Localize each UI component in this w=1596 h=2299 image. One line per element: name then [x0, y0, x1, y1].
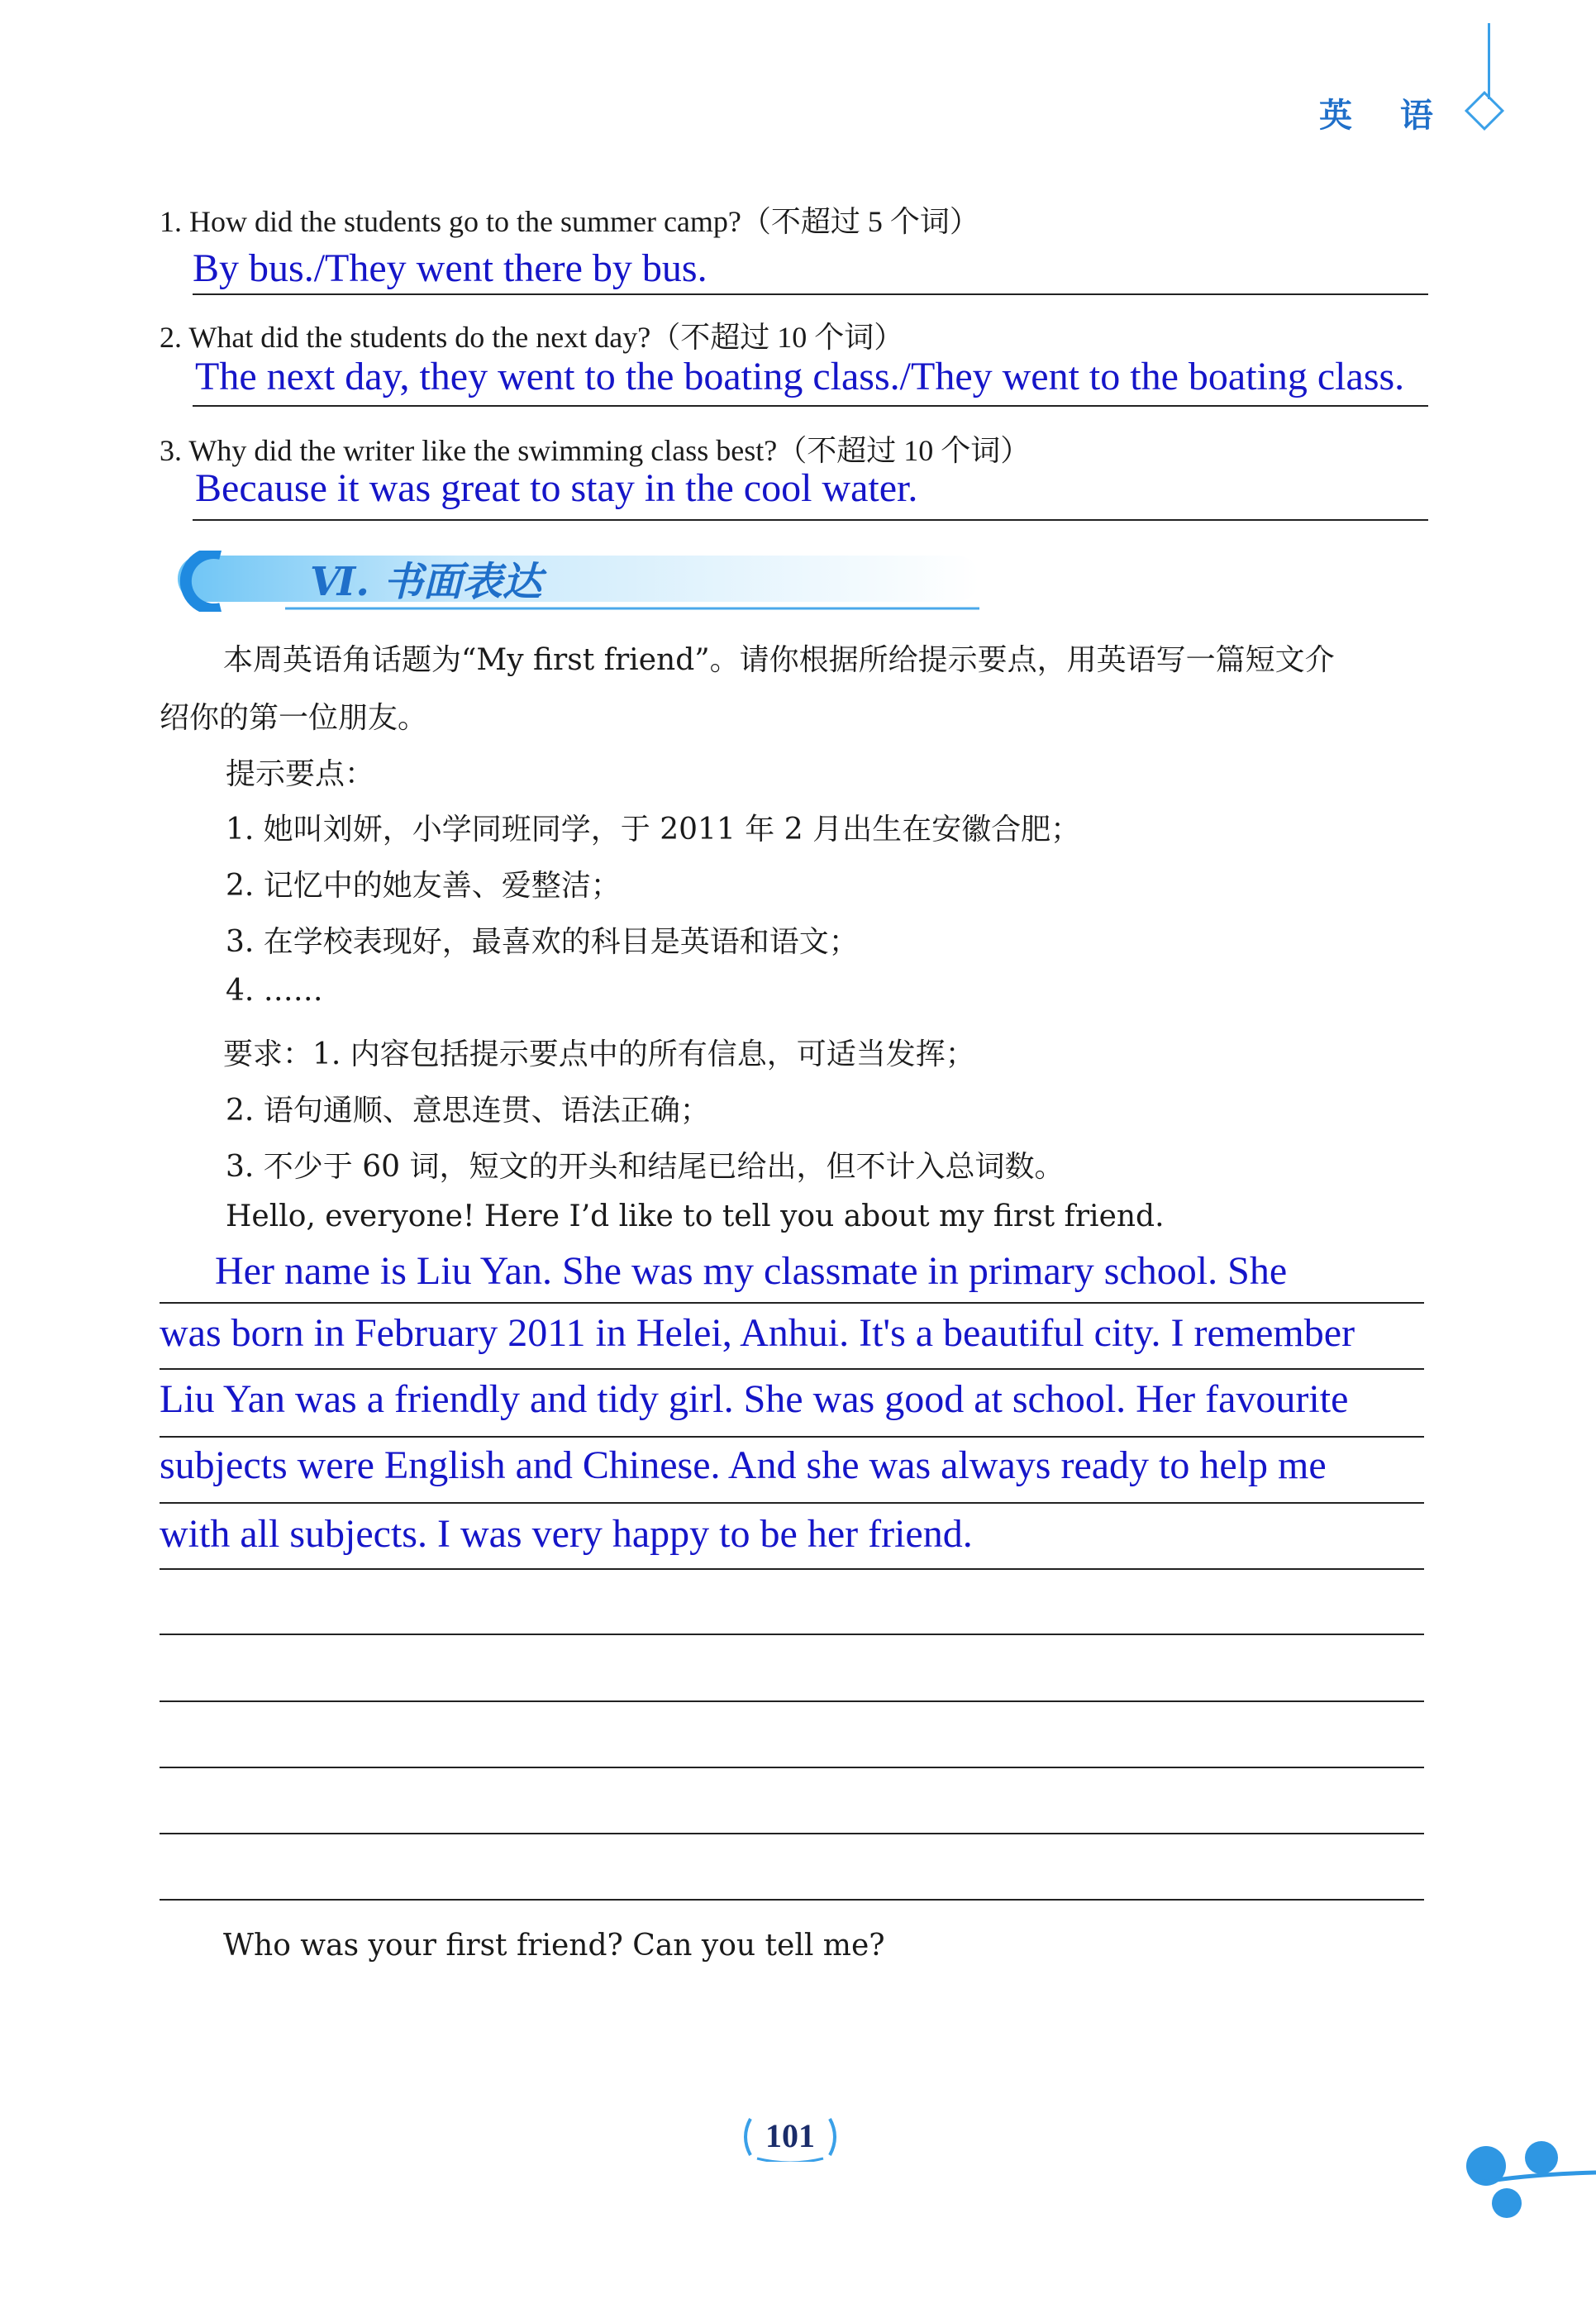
- writing-line: [160, 1833, 1424, 1834]
- footer-dots-icon: [1455, 2133, 1596, 2224]
- footer-dots-graphic: [1455, 2133, 1596, 2224]
- subject-title: 英 语: [1319, 97, 1451, 135]
- page-number: 101: [765, 2117, 815, 2154]
- section-banner-graphic: [161, 551, 988, 612]
- hint-item: 2. 记忆中的她友善、爱整洁；: [226, 869, 621, 903]
- essay-line: was born in February 2011 in Helei, Anhui. It's a beautiful city. I remember: [160, 1311, 1355, 1355]
- essay-opening: Hello, everyone! Here I’d like to tell you about my first friend.: [226, 1200, 1165, 1233]
- writing-line: [160, 1634, 1424, 1635]
- hint-item: 3. 在学校表现好，最喜欢的科目是英语和语文；: [226, 925, 859, 959]
- writing-line: [160, 1899, 1424, 1901]
- requirement-item: 2. 语句通顺、意思连贯、语法正确；: [226, 1094, 710, 1128]
- writing-line: [160, 1368, 1424, 1370]
- answer-line: [193, 293, 1428, 295]
- hint-item: 1. 她叫刘妍，小学同班同学，于 2011 年 2 月出生在安徽合肥；: [226, 813, 1081, 847]
- question-prompt: 1. How did the students go to the summer camp?（不超过 5 个词）: [160, 205, 979, 238]
- question-prompt: 3. Why did the writer like the swimming class best?（不超过 10 个词）: [160, 434, 1031, 467]
- intro-line: 本周英语角话题为“My first friend”。请你根据所给提示要点，用英语写一篇短文介: [223, 643, 1335, 677]
- question-prompt: 2. What did the students do the next day?（不超过 10 个词）: [160, 321, 904, 354]
- writing-line: [160, 1436, 1424, 1438]
- essay-line: Liu Yan was a friendly and tidy girl. She was good at school. Her favourite: [160, 1377, 1349, 1421]
- section-banner: [161, 551, 988, 612]
- essay-line: with all subjects. I was very happy to be her friend.: [160, 1512, 973, 1556]
- question-answer: By bus./They went there by bus.: [193, 246, 707, 290]
- writing-line: [160, 1302, 1424, 1304]
- header-diamond-icon: [1465, 91, 1504, 131]
- header-vertical-line: [1488, 23, 1490, 99]
- requirement-item: 3. 不少于 60 词，短文的开头和结尾已给出，但不计入总词数。: [226, 1150, 1065, 1184]
- intro-line: 绍你的第一位朋友。: [160, 701, 428, 735]
- essay-line: subjects were English and Chinese. And she was always ready to help me: [160, 1443, 1327, 1487]
- writing-line: [160, 1700, 1424, 1702]
- hints-label: 提示要点：: [226, 757, 375, 791]
- hint-item: 4. ……: [226, 974, 323, 1008]
- requirement-item: 要求：1. 内容包括提示要点中的所有信息，可适当发挥；: [223, 1037, 975, 1071]
- answer-line: [193, 519, 1428, 521]
- answer-line: [193, 405, 1428, 407]
- writing-line: [160, 1502, 1424, 1504]
- question-answer: Because it was great to stay in the cool water.: [195, 466, 918, 510]
- essay-closing: Who was your first friend? Can you tell me?: [223, 1929, 885, 1963]
- writing-line: [160, 1568, 1424, 1570]
- essay-line: Her name is Liu Yan. She was my classmate in primary school. She: [215, 1249, 1288, 1293]
- section-title: Ⅵ. 书面表达: [310, 559, 542, 605]
- question-answer: The next day, they went to the boating class./They went to the boating class.: [195, 355, 1405, 398]
- writing-line: [160, 1767, 1424, 1768]
